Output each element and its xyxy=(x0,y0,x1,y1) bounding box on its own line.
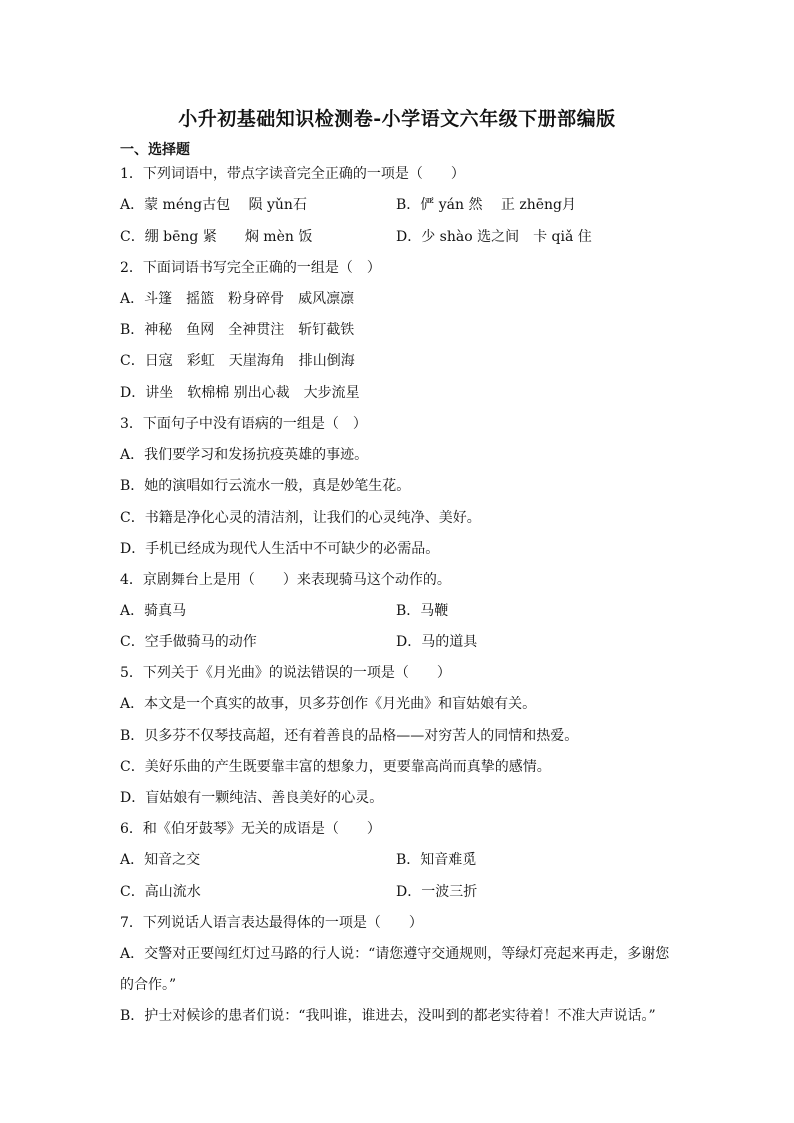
question-1-option-d: D．少 shào 选之间 卡 qiǎ 住 xyxy=(396,229,592,245)
question-4-stem: 4．京剧舞台上是用（ ）来表现骑马这个动作的。 xyxy=(120,572,451,588)
question-7-option-b: B．护士对候诊的患者们说：“我叫谁，谁进去，没叫到的都老实待着！不准大声说话。” xyxy=(120,1008,656,1024)
question-6-option-b: B．知音难觅 xyxy=(396,852,477,868)
question-7-option-a-line-1: A．交警对正要闯红灯过马路的行人说：“请您遵守交通规则，等绿灯亮起来再走，多谢您 xyxy=(120,946,670,962)
question-4-option-c: C．空手做骑马的动作 xyxy=(120,634,257,650)
question-3-option-d: D．手机已经成为现代人生活中不可缺少的必需品。 xyxy=(120,541,440,557)
question-5-option-a: A．本文是一个真实的故事，贝多芬创作《月光曲》和盲姑娘有关。 xyxy=(120,696,537,712)
question-4-option-a: A．骑真马 xyxy=(120,603,187,619)
question-2-option-c: C．日寇 彩虹 天崖海角 排山倒海 xyxy=(120,353,355,369)
question-4-option-b: B．马鞭 xyxy=(396,603,449,619)
question-7-stem: 7．下列说话人语言表达最得体的一项是（ ） xyxy=(120,915,423,931)
question-1-option-b: B．俨 yán 然 正 zhēng月 xyxy=(396,197,577,213)
question-6-option-a: A．知音之交 xyxy=(120,852,201,868)
question-2-option-d: D．讲坐 软棉棉 别出心裁 大步流星 xyxy=(120,385,360,401)
question-2-stem: 2．下面词语书写完全正确的一组是（ ） xyxy=(120,260,381,276)
question-1-stem: 1．下列词语中，带点字读音完全正确的一项是（ ） xyxy=(120,166,465,182)
question-3-stem: 3．下面句子中没有语病的一组是（ ） xyxy=(120,416,367,432)
question-1-option-c: C．绷 bēng 紧 焖 mèn 饭 xyxy=(120,229,313,245)
section-heading: 一、选择题 xyxy=(120,142,190,158)
question-3-option-b: B．她的演唱如行云流水一般，真是妙笔生花。 xyxy=(120,478,411,494)
question-3-option-c: C．书籍是净化心灵的清洁剂，让我们的心灵纯净、美好。 xyxy=(120,510,481,526)
question-5-stem: 5．下列关于《月光曲》的说法错误的一项是（ ） xyxy=(120,665,451,681)
question-6-stem: 6．和《伯牙鼓琴》无关的成语是（ ） xyxy=(120,821,381,837)
question-5-option-c: C．美好乐曲的产生既要靠丰富的想象力，更要靠高尚而真挚的感情。 xyxy=(120,759,551,775)
question-2-option-a: A．斗篷 摇篮 粉身碎骨 威风凛凛 xyxy=(120,291,355,307)
question-4-option-d: D．马的道具 xyxy=(396,634,478,650)
question-7-option-a-line-2: 的合作。” xyxy=(120,977,177,993)
question-6-option-d: D．一波三折 xyxy=(396,884,478,900)
question-5-option-d: D．盲姑娘有一颗纯洁、善良美好的心灵。 xyxy=(120,790,384,806)
question-3-option-a: A．我们要学习和发扬抗疫英雄的事迹。 xyxy=(120,447,369,463)
page-title: 小升初基础知识检测卷-小学语文六年级下册部编版 xyxy=(178,108,616,130)
question-2-option-b: B．神秘 鱼网 全神贯注 斩钉截铁 xyxy=(120,322,355,338)
question-5-option-b: B．贝多芬不仅琴技高超，还有着善良的品格——对穷苦人的同情和热爱。 xyxy=(120,728,579,744)
question-1-option-a: A．蒙 méng古包 陨 yǔn石 xyxy=(120,197,307,213)
question-6-option-c: C．高山流水 xyxy=(120,884,201,900)
